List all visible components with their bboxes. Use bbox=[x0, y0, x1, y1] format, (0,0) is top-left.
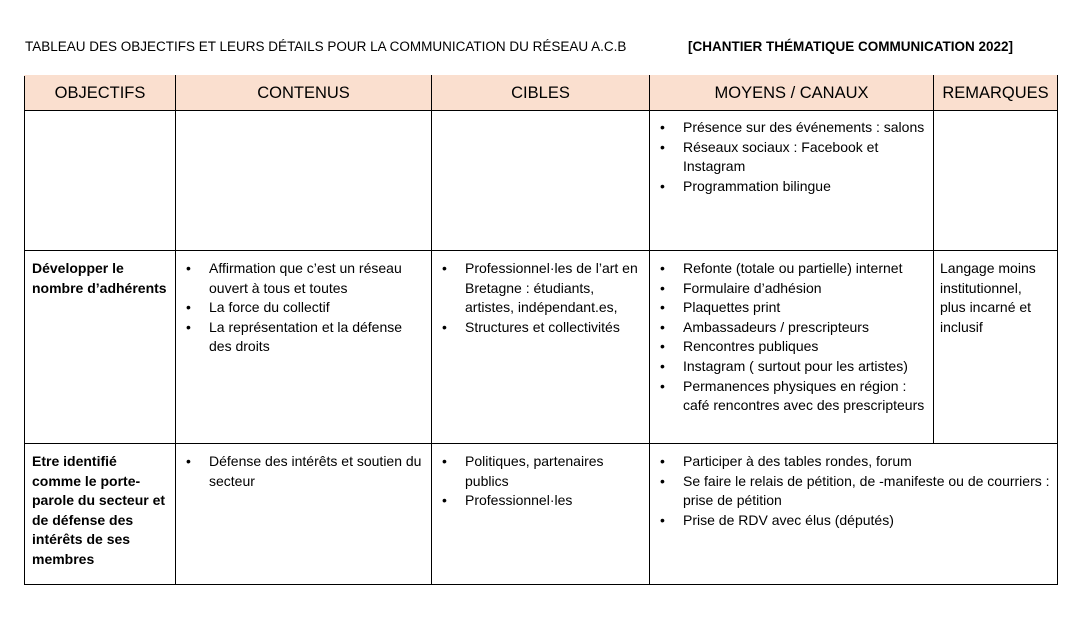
cell-contenus bbox=[176, 111, 432, 251]
table-row bbox=[25, 111, 1058, 251]
objectives-table bbox=[24, 75, 1058, 585]
table-row bbox=[25, 444, 1058, 585]
list-item: • Permanences physiques en région : café rencontres avec des prescripteurs bbox=[656, 377, 927, 416]
cell-cibles bbox=[432, 251, 650, 444]
moyens-list bbox=[656, 452, 1051, 530]
list-item: • La force du collectif bbox=[182, 298, 425, 318]
cell-cibles bbox=[432, 111, 650, 251]
list-item: • Structures et collectivités bbox=[438, 318, 643, 338]
contenus-list bbox=[182, 452, 425, 491]
column-header-objectifs: OBJECTIFS bbox=[25, 76, 176, 111]
list-item: • La représentation et la défense des droits bbox=[182, 318, 425, 357]
list-item: • Professionnel·les de l’art en Bretagne : étudiants, artistes, indépendant.es, bbox=[438, 259, 643, 318]
list-item: • Participer à des tables rondes, forum bbox=[656, 452, 1051, 472]
list-item: • Défense des intérêts et soutien du secteur bbox=[182, 452, 425, 491]
list-item: • Programmation bilingue bbox=[656, 177, 927, 197]
list-item: • Instagram ( surtout pour les artistes) bbox=[656, 357, 927, 377]
moyens-list bbox=[656, 118, 927, 196]
cell-remarques: Langage moins institutionnel, plus incarné et inclusif bbox=[934, 251, 1058, 444]
column-header-contenus: CONTENUS bbox=[176, 76, 432, 111]
list-item: • Réseaux sociaux : Facebook et Instagram bbox=[656, 138, 927, 177]
table-row bbox=[25, 251, 1058, 444]
document-tag: [CHANTIER THÉMATIQUE COMMUNICATION 2022] bbox=[688, 39, 1014, 54]
cell-moyens bbox=[650, 251, 934, 444]
cell-moyens bbox=[650, 111, 934, 251]
contenus-list bbox=[182, 259, 425, 357]
list-item: • Présence sur des événements : salons bbox=[656, 118, 927, 138]
list-item: • Affirmation que c’est un réseau ouvert à tous et toutes bbox=[182, 259, 425, 298]
column-header-remarques: REMARQUES bbox=[934, 76, 1058, 111]
list-item: • Prise de RDV avec élus (députés) bbox=[656, 511, 1051, 531]
list-item: • Formulaire d’adhésion bbox=[656, 279, 927, 299]
cell-contenus bbox=[176, 444, 432, 585]
cell-remarques bbox=[934, 111, 1058, 251]
moyens-list bbox=[656, 259, 927, 416]
cibles-list bbox=[438, 452, 643, 511]
table-header-row bbox=[25, 76, 1058, 111]
cell-cibles bbox=[432, 444, 650, 585]
cell-moyens bbox=[650, 444, 1058, 585]
list-item: • Politiques, partenaires publics bbox=[438, 452, 643, 491]
cibles-list bbox=[438, 259, 643, 337]
list-item: • Rencontres publiques bbox=[656, 337, 927, 357]
column-header-cibles: CIBLES bbox=[432, 76, 650, 111]
list-item: • Ambassadeurs / prescripteurs bbox=[656, 318, 927, 338]
list-item: • Refonte (totale ou partielle) internet bbox=[656, 259, 927, 279]
document-title: TABLEAU DES OBJECTIFS ET LEURS DÉTAILS POUR LA COMMUNICATION DU RÉSEAU A.C.B bbox=[25, 39, 627, 54]
list-item: • Se faire le relais de pétition, de -manifeste ou de courriers : prise de pétition bbox=[656, 472, 1051, 511]
list-item: • Plaquettes print bbox=[656, 298, 927, 318]
cell-contenus bbox=[176, 251, 432, 444]
list-item: • Professionnel·les bbox=[438, 491, 643, 511]
column-header-moyens: MOYENS / CANAUX bbox=[650, 76, 934, 111]
cell-objectif bbox=[25, 111, 176, 251]
cell-objectif: Etre identifié comme le porte-parole du secteur et de défense des intérêts de ses membres bbox=[25, 444, 176, 585]
cell-objectif: Développer le nombre d’adhérents bbox=[25, 251, 176, 444]
